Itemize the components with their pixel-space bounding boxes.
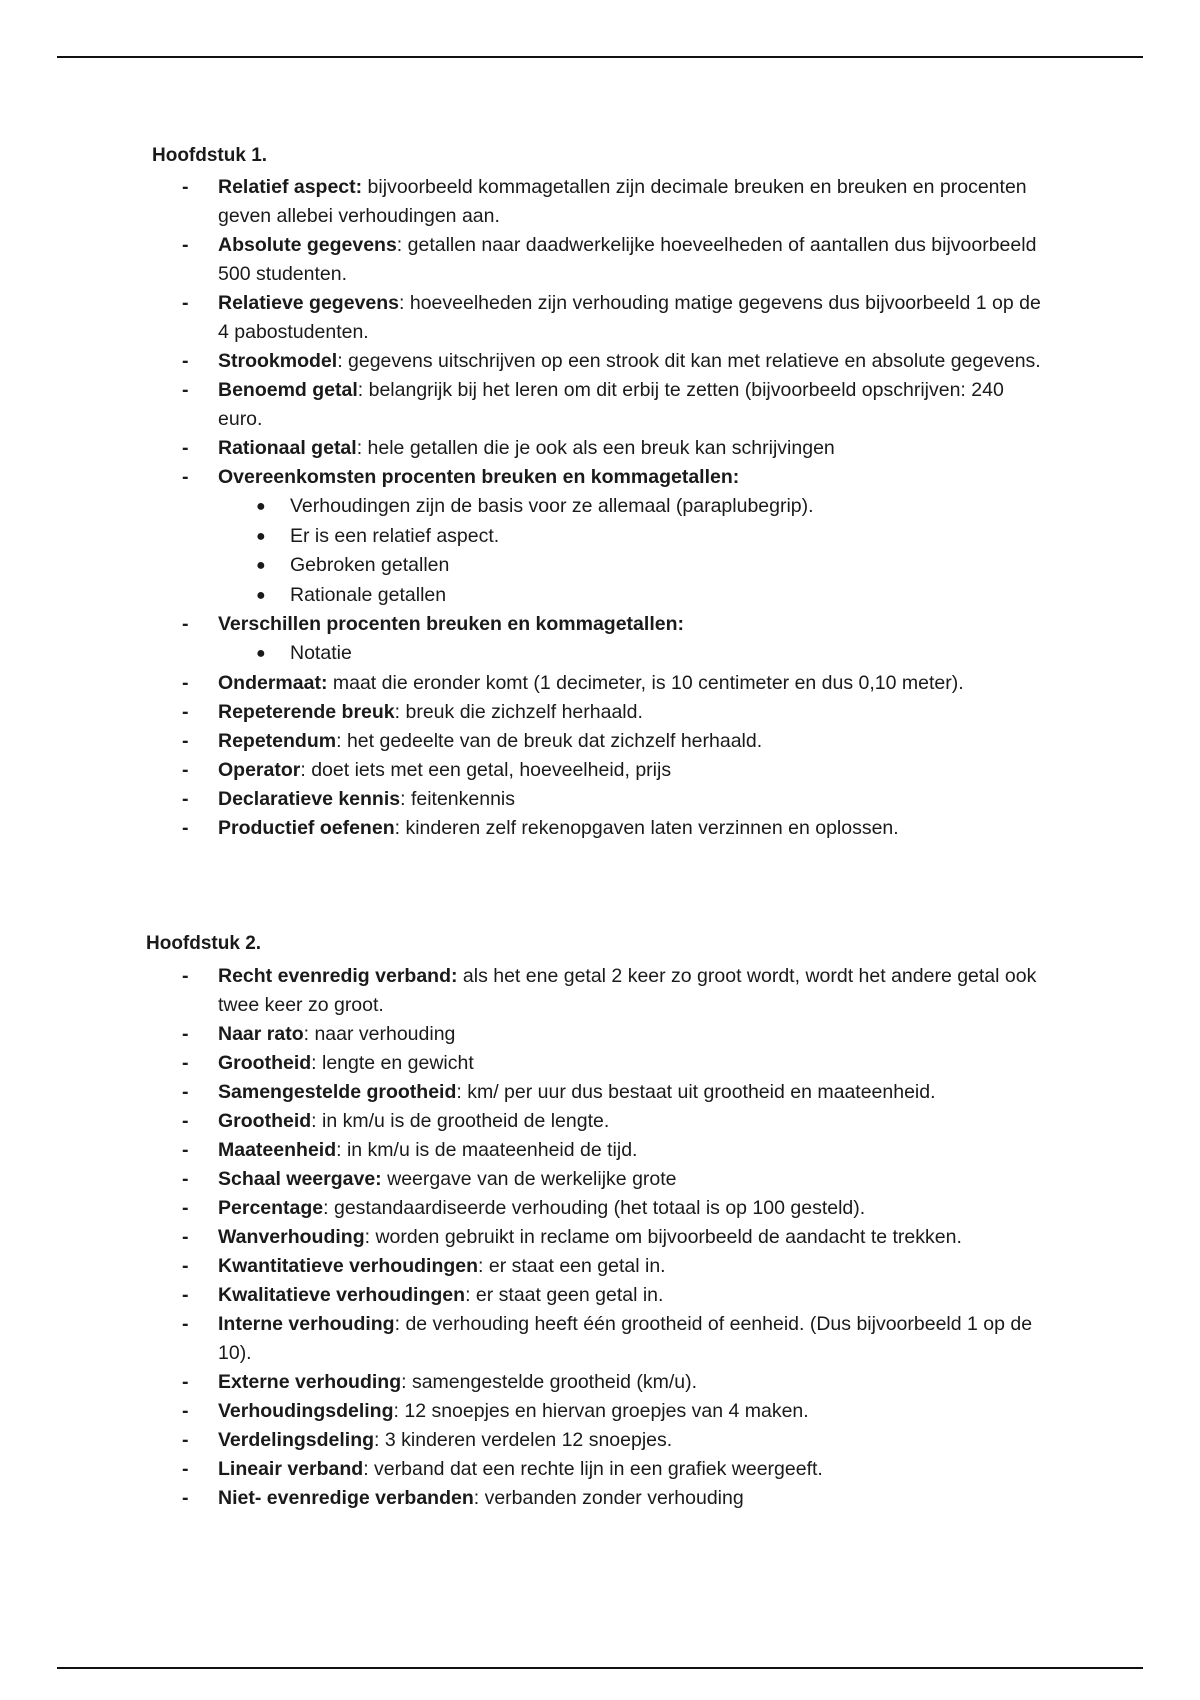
sub-list-item	[218, 522, 1050, 552]
item-description: als het ene getal 2 keer zo groot wordt, wordt het andere getal ook twee keer zo groot.	[218, 965, 1037, 1016]
bottom-rule	[57, 1667, 1143, 1669]
item-term: Overeenkomsten procenten breuken en kommagetallen:	[218, 466, 740, 488]
item-description: : kinderen zelf rekenopgaven laten verzinnen en oplossen.	[394, 816, 899, 839]
dash-bullet: -	[182, 1052, 189, 1074]
list-item	[0, 669, 1200, 698]
chapter-2-list	[0, 962, 1200, 1513]
item-description: : worden gebruikt in reclame om bijvoorbeeld de aandacht te trekken.	[364, 1226, 962, 1248]
item-description: : verband dat een rechte lijn in een grafiek weergeeft.	[363, 1458, 823, 1480]
dash-bullet: -	[182, 292, 189, 314]
item-term: Verhoudingsdeling	[218, 1400, 394, 1422]
dash-bullet: -	[182, 1487, 189, 1509]
item-term: Operator	[218, 758, 301, 781]
item-term: Absolute gegevens	[218, 234, 397, 256]
item-term: Relatieve gegevens	[218, 292, 400, 314]
dash-bullet: -	[182, 466, 189, 488]
dash-bullet: -	[182, 1081, 189, 1103]
list-item	[0, 1397, 1200, 1426]
item-description: : er staat geen getal in.	[465, 1284, 664, 1306]
dash-bullet: -	[182, 350, 189, 372]
item-description: weergave van de werkelijke grote	[381, 1168, 677, 1190]
sub-item-text: Rationale getallen	[290, 583, 447, 606]
sub-item-text: Gebroken getallen	[290, 554, 450, 576]
item-description: : km/ per uur dus bestaat uit grootheid en maateenheid.	[456, 1081, 936, 1103]
bullet-icon: ●	[256, 645, 266, 662]
item-description: : breuk die zichzelf herhaald.	[394, 700, 643, 723]
item-description: : gestandaardiseerde verhouding (het totaal is op 100 gesteld).	[323, 1197, 866, 1219]
sub-list-item	[218, 492, 1050, 522]
dash-bullet: -	[182, 613, 189, 635]
dash-bullet: -	[182, 1139, 189, 1161]
chapter-1-list	[0, 173, 1200, 843]
list-item	[0, 289, 1200, 347]
list-item	[0, 173, 1200, 231]
item-term: Interne verhouding	[218, 1313, 395, 1335]
item-term: Rationaal getal	[218, 437, 357, 459]
dash-bullet: -	[182, 787, 189, 810]
list-item	[0, 698, 1200, 727]
list-item	[0, 1107, 1200, 1136]
item-description: maat die eronder komt (1 decimeter, is 10 centimeter en dus 0,10 meter).	[327, 671, 964, 694]
item-description: : lengte en gewicht	[311, 1052, 474, 1074]
chapter-1-heading: Hoofdstuk 1.	[152, 145, 268, 166]
item-term: Niet- evenredige verbanden	[218, 1487, 474, 1509]
item-term: Percentage	[218, 1197, 324, 1219]
item-description: : gegevens uitschrijven op een strook dit kan met relatieve en absolute gegevens.	[337, 350, 1041, 372]
item-term: Maateenheid	[218, 1139, 337, 1161]
list-item	[0, 463, 1200, 610]
list-item	[0, 1455, 1200, 1484]
item-description: bijvoorbeeld kommagetallen zijn decimale breuken en breuken en procenten geven allebei verhoudingen aan.	[218, 176, 1027, 227]
item-term: Grootheid	[218, 1052, 312, 1074]
item-description: : naar verhouding	[303, 1023, 456, 1045]
list-item	[0, 1020, 1200, 1049]
list-item	[0, 1165, 1200, 1194]
dash-bullet: -	[182, 1197, 189, 1219]
item-description: : 12 snoepjes en hiervan groepjes van 4 maken.	[393, 1400, 809, 1422]
dash-bullet: -	[182, 1429, 189, 1451]
dash-bullet: -	[182, 965, 189, 987]
item-term: Relatief aspect:	[218, 176, 363, 198]
list-item	[0, 756, 1200, 785]
sub-list-item	[218, 639, 1050, 669]
bullet-icon: ●	[256, 557, 266, 574]
sub-list-item	[218, 581, 1050, 611]
item-description: : de verhouding heeft één grootheid of eenheid. (Dus bijvoorbeeld 1 op de 10).	[218, 1313, 1033, 1364]
item-description: : in km/u is de maateenheid de tijd.	[336, 1139, 638, 1161]
dash-bullet: -	[182, 729, 189, 752]
sub-list	[218, 492, 1050, 610]
list-item	[0, 434, 1200, 463]
item-term: Kwalitatieve verhoudingen	[218, 1284, 466, 1306]
item-description: : belangrijk bij het leren om dit erbij te zetten (bijvoorbeeld opschrijven: 240 euro.	[218, 379, 1004, 430]
sub-item-text: Verhoudingen zijn de basis voor ze allemaal (paraplubegrip).	[290, 495, 814, 517]
item-description: : er staat een getal in.	[478, 1255, 666, 1277]
item-term: Kwantitatieve verhoudingen	[218, 1255, 479, 1277]
sub-list	[218, 639, 1050, 669]
item-term: Naar rato	[218, 1023, 304, 1045]
item-term: Productief oefenen	[218, 816, 395, 839]
dash-bullet: -	[182, 1284, 189, 1306]
list-item	[0, 1136, 1200, 1165]
top-rule	[57, 56, 1143, 58]
item-description: : feitenkennis	[400, 787, 516, 810]
item-term: Wanverhouding	[218, 1226, 365, 1248]
item-term: Grootheid	[218, 1110, 312, 1132]
list-item	[0, 814, 1200, 843]
dash-bullet: -	[182, 1371, 189, 1393]
sub-item-text: Notatie	[290, 642, 352, 664]
list-item	[0, 231, 1200, 289]
dash-bullet: -	[182, 700, 189, 723]
item-term: Verschillen procenten breuken en kommagetallen:	[218, 613, 684, 635]
item-description: : getallen naar daadwerkelijke hoeveelheden of aantallen dus bijvoorbeeld 500 studenten.	[218, 234, 1037, 285]
item-term: Strookmodel	[218, 350, 338, 372]
list-item	[0, 1484, 1200, 1513]
list-item	[0, 1426, 1200, 1455]
dash-bullet: -	[182, 234, 189, 256]
bullet-icon: ●	[256, 586, 266, 604]
item-term: Repetendum	[218, 729, 337, 752]
bullet-icon: ●	[256, 498, 266, 515]
list-item	[0, 1368, 1200, 1397]
dash-bullet: -	[182, 437, 189, 459]
item-term: Verdelingsdeling	[218, 1429, 375, 1451]
list-item	[0, 785, 1200, 814]
dash-bullet: -	[182, 1168, 189, 1190]
dash-bullet: -	[182, 1400, 189, 1422]
item-description: : verbanden zonder verhouding	[473, 1487, 744, 1509]
dash-bullet: -	[182, 758, 189, 781]
list-item	[0, 1281, 1200, 1310]
chapter-2-heading: Hoofdstuk 2.	[146, 933, 262, 954]
dash-bullet: -	[182, 671, 189, 694]
dash-bullet: -	[182, 1023, 189, 1045]
dash-bullet: -	[182, 816, 189, 839]
dash-bullet: -	[182, 1313, 189, 1335]
list-item	[0, 1252, 1200, 1281]
item-description: : in km/u is de grootheid de lengte.	[311, 1110, 610, 1132]
item-description: : hele getallen die je ook als een breuk kan schrijvingen	[356, 437, 835, 459]
list-item	[0, 376, 1200, 434]
sub-list-item	[218, 551, 1050, 581]
dash-bullet: -	[182, 1255, 189, 1277]
list-item	[0, 1223, 1200, 1252]
item-term: Repeterende breuk	[218, 700, 395, 723]
list-item	[0, 1049, 1200, 1078]
item-term: Samengestelde grootheid	[218, 1081, 457, 1103]
dash-bullet: -	[182, 379, 189, 401]
item-term: Externe verhouding	[218, 1371, 402, 1393]
dash-bullet: -	[182, 1458, 189, 1480]
item-description: : samengestelde grootheid (km/u).	[401, 1371, 698, 1393]
item-term: Ondermaat:	[218, 671, 328, 694]
list-item	[0, 727, 1200, 756]
sub-item-text: Er is een relatief aspect.	[290, 524, 500, 547]
list-item	[0, 1310, 1200, 1368]
item-description: : hoeveelheden zijn verhouding matige gegevens dus bijvoorbeeld 1 op de 4 pabostudenten.	[218, 292, 1041, 343]
list-item	[0, 1194, 1200, 1223]
item-term: Recht evenredig verband:	[218, 965, 458, 987]
list-item	[0, 1078, 1200, 1107]
list-item	[0, 610, 1200, 669]
bullet-icon: ●	[256, 527, 266, 545]
item-description: : 3 kinderen verdelen 12 snoepjes.	[374, 1429, 673, 1451]
item-term: Schaal weergave:	[218, 1168, 382, 1190]
item-description: : doet iets met een getal, hoeveelheid, prijs	[300, 758, 672, 781]
item-term: Lineair verband	[218, 1458, 364, 1480]
item-term: Declaratieve kennis	[218, 787, 401, 810]
item-description: : het gedeelte van de breuk dat zichzelf herhaald.	[336, 729, 763, 752]
item-term: Benoemd getal	[218, 379, 358, 401]
dash-bullet: -	[182, 1110, 189, 1132]
dash-bullet: -	[182, 176, 189, 198]
dash-bullet: -	[182, 1226, 189, 1248]
list-item	[0, 962, 1200, 1020]
list-item	[0, 347, 1200, 376]
